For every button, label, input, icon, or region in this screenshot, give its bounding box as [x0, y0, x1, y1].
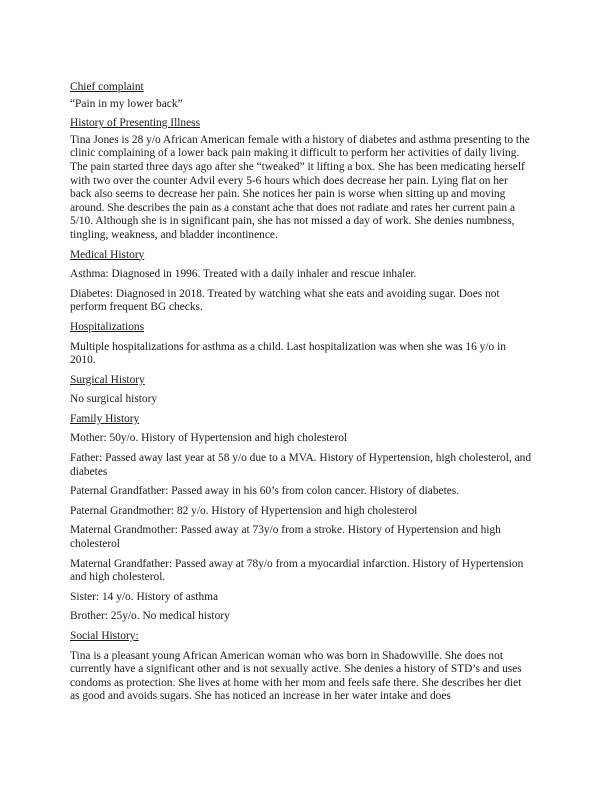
family-history-paternal-grandfather: Paternal Grandfather: Passed away in his 60’s from colon cancer. History of diabetes.: [70, 485, 460, 498]
surgical-history-heading: Surgical History: [70, 373, 145, 386]
chief-complaint-text: “Pain in my lower back”: [70, 97, 183, 110]
document-page: [70, 81, 532, 710]
family-history-father: Father: Passed away last year at 58 y/o due to a MVA. History of Hypertension, high cholesterol, and diabetes: [70, 452, 532, 478]
family-history-mother: Mother: 50y/o. History of Hypertension and high cholesterol: [70, 432, 348, 445]
family-history-paternal-grandmother: Paternal Grandmother: 82 y/o. History of Hypertension and high cholesterol: [70, 504, 418, 517]
medical-history-heading: Medical History: [70, 248, 145, 261]
hospitalizations-text: Multiple hospitalizations for asthma as a child. Last hospitalization was when she was 16 y/o in 2010.: [70, 340, 506, 367]
family-history-maternal-grandmother: Maternal Grandmother: Passed away at 73y/o from a stroke. History of Hypertension and high cholesterol: [70, 524, 501, 551]
hpi-text: Tina Jones is 28 y/o African American female with a history of diabetes and asthma presenting to the clinic complaining of a lower back pain making it difficult to perform her activities of daily living. The pain started three days ago after she “tweaked” it lifting a box. She has been medicating herself with two over the counter Advil every 5-6 hours which does decrease her pain. Lying flat on her back also seems to decrease her pain. She notices her pain is worse when sitting up and moving around. She describes the pain as a constant ache that does not radiate and rates her current pain a 5/10. Although she is in significant pain, she has not missed a day of work. She denies numbness, tingling, weakness, and bladder incontinence.: [70, 133, 530, 241]
family-history-sister: Sister: 14 y/o. History of asthma: [70, 590, 219, 603]
family-history-heading: Family History: [70, 412, 140, 425]
hpi-heading: History of Presenting Illness: [70, 117, 201, 130]
social-history-text: Tina is a pleasant young African American woman who was born in Shadowville. She does not currently have a significant other and is not sexually active. She denies a history of STD’s and uses condoms as protection. She lives at home with her mom and feels safe there. She describes her diet as good and avoids sugars. She has noticed an increase in her water intake and does: [70, 649, 522, 703]
medical-history-diabetes: Diabetes: Diagnosed in 2018. Treated by watching what she eats and avoiding sugar. Does not perform frequent BG checks.: [70, 287, 500, 314]
family-history-brother: Brother: 25y/o. No medical history: [70, 610, 230, 623]
social-history-heading: Social History:: [70, 630, 139, 642]
hospitalizations-heading: Hospitalizations: [70, 320, 145, 333]
medical-history-asthma: Asthma: Diagnosed in 1996. Treated with a daily inhaler and rescue inhaler.: [70, 268, 417, 281]
family-history-maternal-grandfather: Maternal Grandfather: Passed away at 78y/o from a myocardial infarction. History of Hypertension and high cholesterol.: [70, 557, 524, 584]
chief-complaint-heading: Chief complaint: [70, 81, 144, 93]
surgical-history-text: No surgical history: [70, 393, 158, 406]
